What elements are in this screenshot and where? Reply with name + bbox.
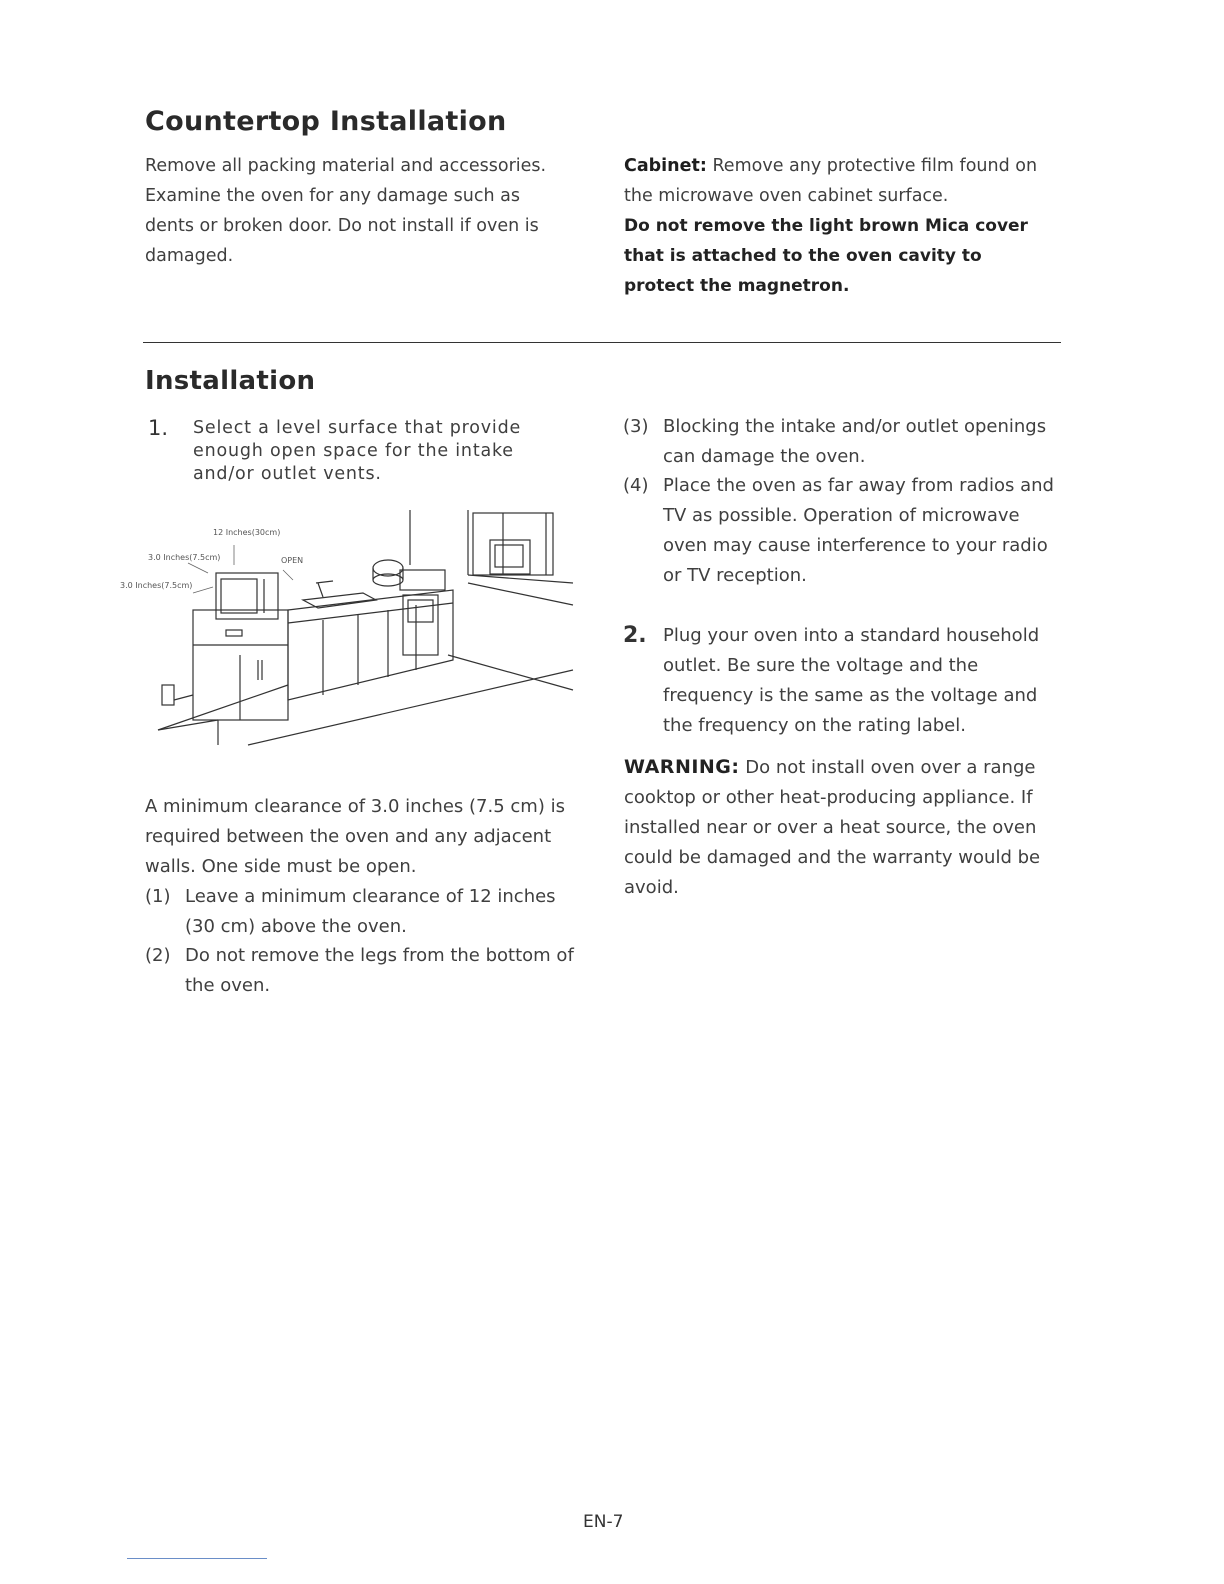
item-3-text: Blocking the intake and/or outlet openings can damage the oven. — [663, 416, 1047, 467]
remove-packing-paragraph: Remove all packing material and accessories. Examine the oven for any damage such as dents or broken door. Do not install if oven is damaged. — [145, 156, 547, 266]
kitchen-installation-diagram — [118, 505, 588, 750]
item-3-number: (3) — [623, 416, 649, 437]
mica-warning: Do not remove the light brown Mica cover that is attached to the oven cavity to protect the magnetron. — [624, 216, 1028, 296]
item-1-text: Leave a minimum clearance of 12 inches (30 cm) above the oven. — [185, 886, 556, 937]
item-2-number: (2) — [145, 945, 171, 966]
step-1-number: 1. — [148, 416, 169, 440]
step-1-text: Select a level surface that provide enough open space for the intake and/or outlet vents. — [193, 418, 522, 484]
label-open: OPEN — [281, 556, 304, 565]
list-item — [145, 882, 575, 942]
list-item — [623, 471, 1063, 591]
warning-label: WARNING: — [624, 756, 740, 778]
item-4-text: Place the oven as far away from radios and TV as possible. Operation of microwave oven may cause interference to your radio or TV reception. — [663, 475, 1054, 586]
step-2-number: 2. — [623, 623, 647, 648]
warning-paragraph — [624, 752, 1044, 903]
item-2-text: Do not remove the legs from the bottom of the oven. — [185, 945, 574, 996]
list-item — [623, 621, 1063, 741]
scan-edge-line — [127, 1558, 267, 1559]
item-4-number: (4) — [623, 475, 649, 496]
label-left-clearance-upper: 3.0 Inches(7.5cm) — [148, 553, 221, 562]
section-title-countertop: Countertop Installation — [145, 106, 507, 137]
section-title-installation: Installation — [145, 366, 316, 396]
label-left-clearance-lower: 3.0 Inches(7.5cm) — [120, 581, 193, 590]
warning-text: Do not install oven over a range cooktop or other heat-producing appliance. If installed near or over a heat source, the oven could be damaged and the warranty would be avoid. — [624, 757, 1041, 898]
cabinet-text: Remove any protective film found on the microwave oven cabinet surface. — [624, 156, 1038, 206]
label-top-clearance: 12 Inches(30cm) — [213, 528, 281, 537]
list-item — [623, 412, 1063, 472]
cabinet-label: Cabinet: — [624, 156, 707, 176]
cabinet-paragraph — [624, 151, 1054, 211]
section-divider — [143, 342, 1061, 343]
item-1-number: (1) — [145, 886, 171, 907]
clearance-paragraph: A minimum clearance of 3.0 inches (7.5 cm) is required between the oven and any adjacent walls. One side must be open. — [145, 796, 565, 877]
step-2-text: Plug your oven into a standard household outlet. Be sure the voltage and the frequency is the same as the voltage and the frequency on the rating label. — [663, 625, 1040, 736]
page-number: EN-7 — [583, 1512, 624, 1532]
list-item — [145, 941, 575, 1001]
